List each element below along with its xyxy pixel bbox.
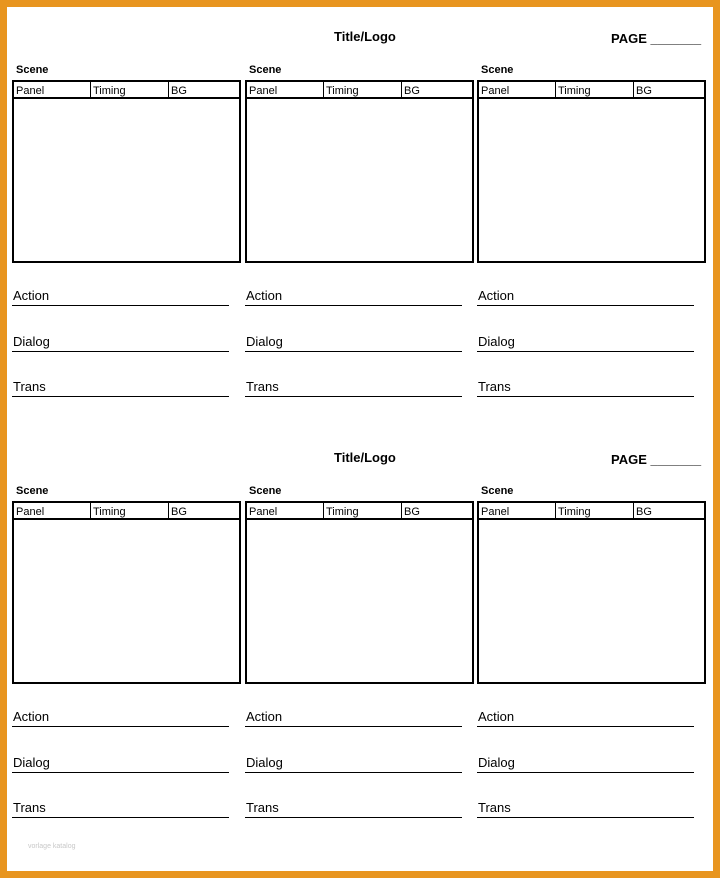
panel-label: Panel (247, 82, 324, 98)
bg-label: BG (171, 506, 187, 518)
drawing-frame (245, 518, 474, 684)
page-title: Title/Logo (334, 450, 396, 465)
bg-label: BG (636, 506, 652, 518)
panel-header-row (245, 501, 474, 519)
page-number-label: PAGE _______ (611, 452, 702, 467)
bg-label: BG (404, 506, 420, 518)
storyboard-sheet-2 (0, 421, 720, 841)
bg-label: BG (404, 85, 420, 97)
trans-field (12, 799, 229, 818)
panel-header-row (12, 501, 241, 519)
action-label: Action (13, 288, 50, 303)
panel-label: Panel (479, 503, 556, 519)
timing-label: Timing (324, 82, 402, 98)
action-field (477, 708, 694, 727)
action-field (477, 287, 694, 306)
storyboard-sheet-1 (0, 0, 720, 420)
dialog-field (477, 333, 694, 352)
panel-header-row (477, 501, 706, 519)
timing-label: Timing (324, 503, 402, 519)
panel-label: Panel (247, 503, 324, 519)
scene-label: Scene (16, 64, 49, 76)
dialog-label: Dialog (13, 755, 50, 770)
scene-label: Scene (481, 485, 514, 497)
trans-field (477, 378, 694, 397)
drawing-frame (12, 97, 241, 263)
dialog-label: Dialog (246, 755, 283, 770)
dialog-label: Dialog (478, 755, 515, 770)
scene-label: Scene (249, 485, 282, 497)
drawing-frame (477, 518, 706, 684)
timing-label: Timing (556, 82, 634, 98)
drawing-frame (245, 97, 474, 263)
trans-label: Trans (246, 379, 279, 394)
panel-header-row (12, 80, 241, 98)
action-field (245, 708, 462, 727)
action-field (12, 287, 229, 306)
action-label: Action (478, 709, 515, 724)
action-label: Action (246, 288, 283, 303)
dialog-label: Dialog (13, 334, 50, 349)
trans-label: Trans (478, 800, 511, 815)
panel-header-row (477, 80, 706, 98)
dialog-label: Dialog (478, 334, 515, 349)
action-field (245, 287, 462, 306)
trans-field (245, 378, 462, 397)
drawing-frame (477, 97, 706, 263)
trans-field (12, 378, 229, 397)
scene-label: Scene (249, 64, 282, 76)
watermark: vorlage katalog (28, 843, 76, 850)
page-title: Title/Logo (334, 29, 396, 44)
dialog-field (245, 333, 462, 352)
trans-label: Trans (13, 800, 46, 815)
panel-label: Panel (14, 82, 91, 98)
dialog-label: Dialog (246, 334, 283, 349)
bg-label: BG (636, 85, 652, 97)
action-label: Action (246, 709, 283, 724)
bg-label: BG (171, 85, 187, 97)
trans-label: Trans (246, 800, 279, 815)
dialog-field (12, 333, 229, 352)
timing-label: Timing (556, 503, 634, 519)
panel-label: Panel (14, 503, 91, 519)
dialog-field (477, 754, 694, 773)
panel-label: Panel (479, 82, 556, 98)
timing-label: Timing (91, 503, 169, 519)
drawing-frame (12, 518, 241, 684)
action-label: Action (13, 709, 50, 724)
panel-header-row (245, 80, 474, 98)
action-field (12, 708, 229, 727)
action-label: Action (478, 288, 515, 303)
dialog-field (12, 754, 229, 773)
timing-label: Timing (91, 82, 169, 98)
trans-field (245, 799, 462, 818)
scene-label: Scene (481, 64, 514, 76)
trans-label: Trans (478, 379, 511, 394)
trans-field (477, 799, 694, 818)
dialog-field (245, 754, 462, 773)
trans-label: Trans (13, 379, 46, 394)
scene-label: Scene (16, 485, 49, 497)
page-number-label: PAGE _______ (611, 31, 702, 46)
